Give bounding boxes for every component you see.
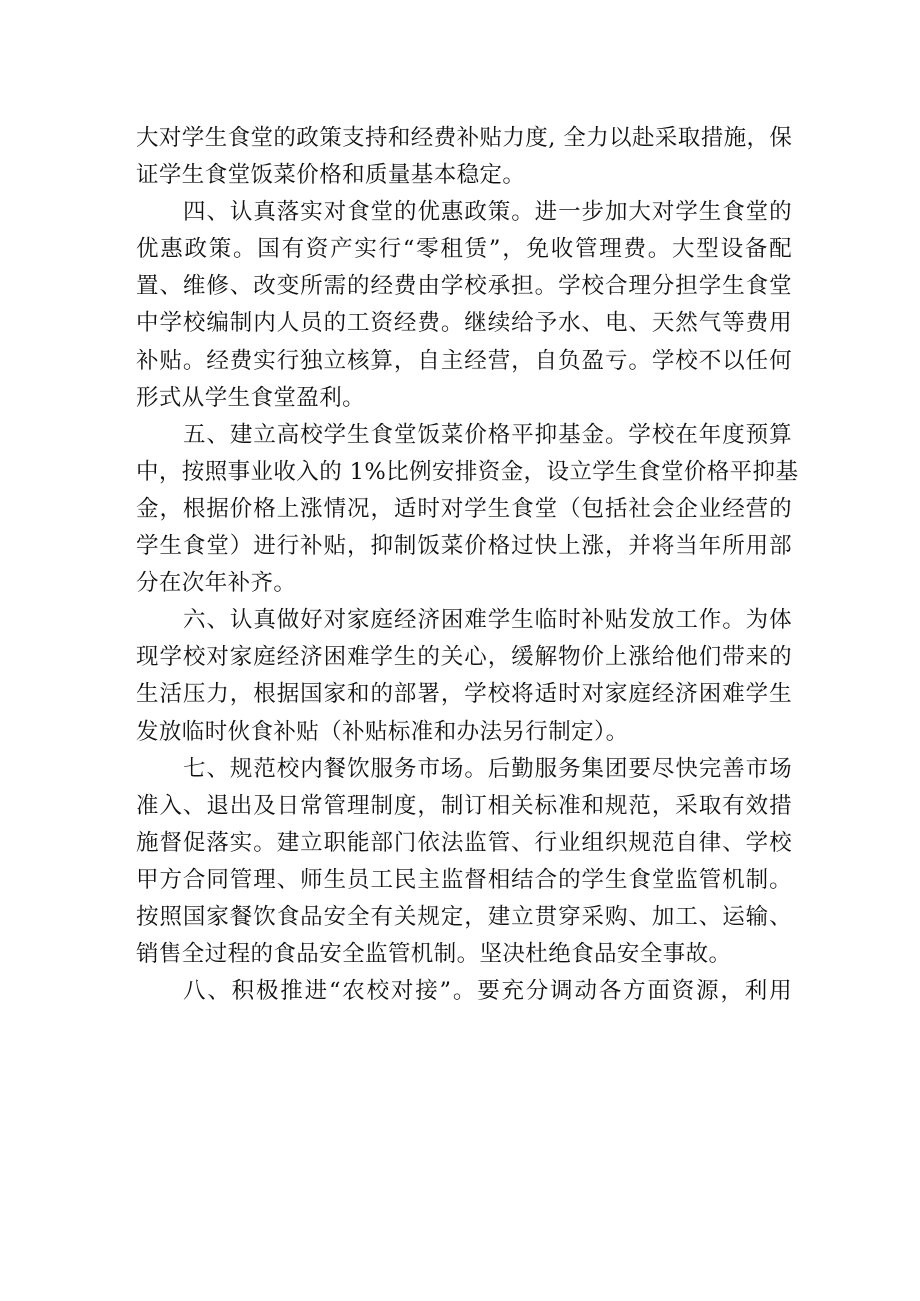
document-page [136, 120, 799, 1010]
text-line: 销售全过程的食品安全监管机制。坚决杜绝食品安全事故。 [136, 941, 732, 968]
section-heading-line: 八、积极推进“农校对接”。要充分调动各方面资源，利用 [183, 978, 792, 1005]
paragraph-section-5 [136, 417, 799, 602]
text-line: 现学校对家庭经济困难学生的关心，缓解物价上涨给他们带来的 [136, 644, 792, 671]
paragraph-section-8 [136, 973, 792, 1010]
paragraph-continued-funding [136, 120, 792, 194]
text-line: 形式从学生食堂盈利。 [136, 384, 366, 411]
section-heading-line: 六、认真做好对家庭经济困难学生临时补贴发放工作。为体 [183, 607, 792, 634]
text-line: 施督促落实。建立职能部门依法监管、行业组织规范自律、学校 [136, 829, 792, 856]
text-line: 优惠政策。国有资产实行“零租赁”，免收管理费。大型设备配 [136, 236, 792, 263]
text-line: 甲方合同管理、师生员工民主监督相结合的学生食堂监管机制。 [136, 866, 792, 893]
section-heading-line: 五、建立高校学生食堂饭菜价格平抑基金。学校在年度预算 [183, 421, 792, 448]
text-line: 发放临时伙食补贴（补贴标准和办法另行制定）。 [136, 718, 629, 745]
text-line: 生活压力，根据国家和的部署，学校将适时对家庭经济困难学生 [136, 681, 792, 708]
text-line: 中学校编制内人员的工资经费。继续给予水、电、天然气等费用 [136, 310, 792, 337]
paragraph-section-7 [136, 751, 792, 974]
text-line: 补贴。经费实行独立核算，自主经营，自负盈亏。学校不以任何 [136, 347, 792, 374]
text-line: 大对学生食堂的政策支持和经费补贴力度, 全力以赴采取措施，保 [136, 125, 793, 151]
text-line: 金，根据价格上涨情况，适时对学生食堂（包括社会企业经营的 [136, 495, 792, 522]
text-line: 学生食堂）进行补贴，抑制饭菜价格过快上涨，并将当年所用部 [136, 533, 792, 560]
paragraph-section-4 [136, 194, 792, 417]
text-line: 证学生食堂饭菜价格和质量基本稳定。 [136, 162, 526, 189]
section-heading-line: 四、认真落实对食堂的优惠政策。进一步加大对学生食堂的 [183, 199, 792, 226]
text-line: 分在次年补齐。 [136, 570, 297, 597]
text-line: 置、维修、改变所需的经费由学校承担。学校合理分担学生食堂 [136, 273, 792, 300]
text-line: 准入、退出及日常管理制度，制订相关标准和规范，采取有效措 [136, 792, 792, 819]
text-line: 中，按照事业收入的 1%比例安排资金，设立学生食堂价格平抑基 [136, 458, 799, 485]
section-heading-line: 七、规范校内餐饮服务市场。后勤服务集团要尽快完善市场 [183, 755, 792, 782]
text-line: 按照国家餐饮食品安全有关规定，建立贯穿采购、加工、运输、 [136, 903, 792, 930]
paragraph-section-6 [136, 602, 792, 750]
